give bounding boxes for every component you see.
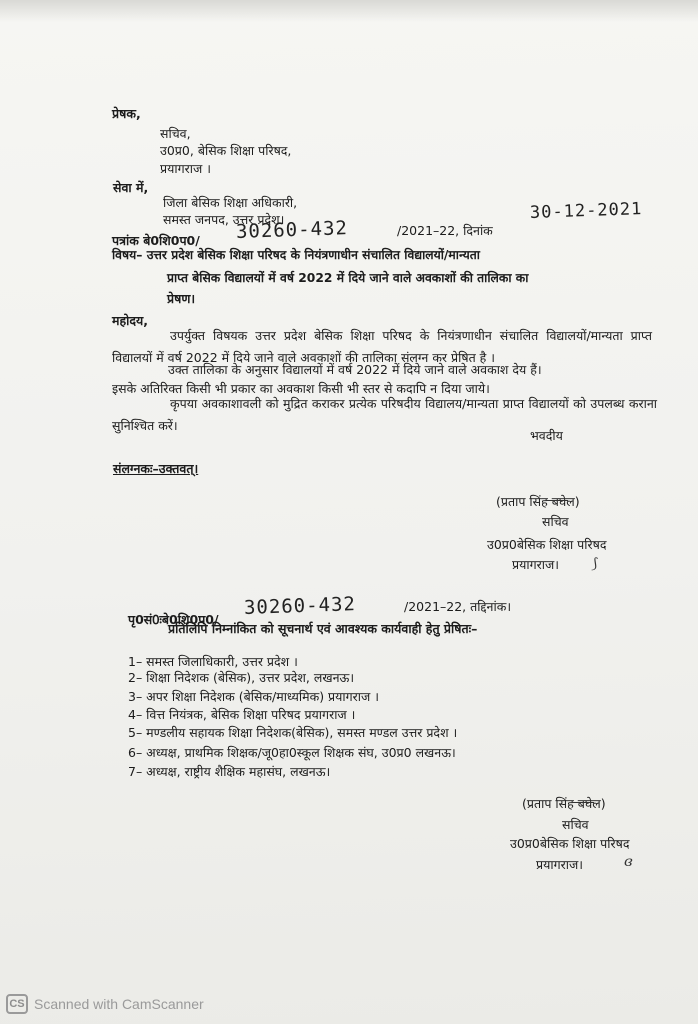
- enclosure-note: संलग्नकः–उक्तवत्।: [113, 461, 199, 476]
- subject-line-1: विषय– उत्तर प्रदेश बेसिक शिक्षा परिषद के नियंत्रणाधीन संचालित विद्यालयों/मान्यता: [112, 248, 480, 262]
- letter-ref-number: 30260-432: [235, 217, 349, 243]
- camscanner-text: Scanned with CamScanner: [34, 996, 204, 1012]
- recipient-line-2: समस्त जनपद, उत्तर प्रदेश।: [163, 212, 285, 227]
- sender-line-2: उ0प्र0, बेसिक शिक्षा परिषद,: [160, 143, 292, 158]
- copy-ref-number: 30260-432: [243, 593, 357, 619]
- copy-ref-suffix: /2021–22, तद्दिनांक।: [404, 599, 512, 614]
- copy-list-item: 6– अध्यक्ष, प्राथमिक शिक्षक/जू0हा0स्कूल शिक्षक संघ, उ0प्र0 लखनऊ।: [128, 745, 456, 760]
- signatory-org-2: उ0प्र0बेसिक शिक्षा परिषद: [510, 836, 630, 851]
- copy-list-item: 5– मण्डलीय सहायक शिक्षा निदेशक(बेसिक), समस्त मण्डल उत्तर प्रदेश ।: [128, 725, 458, 740]
- copy-list-item: 2– शिक्षा निदेशक (बेसिक), उत्तर प्रदेश, लखनऊ।: [128, 670, 355, 685]
- scanner-watermark: [6, 994, 204, 1014]
- initials-scribble-2: ɞ: [624, 854, 633, 870]
- copy-list-item: 7– अध्यक्ष, राष्ट्रीय शैक्षिक महासंघ, लखनऊ।: [128, 764, 331, 779]
- body-paragraph-1: उपर्युक्त विषयक उत्तर प्रदेश बेसिक शिक्षा परिषद के नियंत्रणाधीन संचालित विद्यालयों/मान्यता प्राप्त विद्यालयों में वर्ष 2022 में दिये जाने वाले अवकाशों की तालिका संलग्न कर प्रेषित है ।: [112, 328, 652, 365]
- body-paragraph-2a: उक्त तालिका के अनुसार विद्यालयों में वर्ष 2022 में दिये जाने वाले अवकाश देय हैं।: [168, 362, 542, 377]
- subject-line-2: प्राप्त बेसिक विद्यालयों में वर्ष 2022 में दिये जाने वाले अवकाशों की तालिका का: [167, 271, 529, 285]
- salutation: महोदय,: [112, 313, 148, 328]
- sender-line-3: प्रयागराज ।: [160, 161, 211, 176]
- sender-line-1: सचिव,: [160, 126, 191, 141]
- signatory-place-2: प्रयागराज।: [536, 857, 584, 872]
- copy-intro: प्रतिलिपि निम्नांकित को सूचनार्थ एवं आवश्यक कार्यवाही हेतु प्रेषितः–: [168, 621, 478, 636]
- recipient-label: सेवा में,: [113, 180, 149, 195]
- letter-ref-year: /2021–22, दिनांक: [397, 223, 493, 238]
- letter-ref-prefix: पत्रांक बे0शि0प0/: [112, 233, 200, 248]
- subject-line-3: प्रेषण।: [167, 291, 196, 306]
- camscanner-logo-icon: CS: [6, 994, 28, 1014]
- letter-date: 30-12-2021: [529, 199, 643, 223]
- initials-scribble: ⟆: [592, 556, 598, 572]
- signatory-name-2: (प्रताप सिंह बघेल): [522, 796, 606, 811]
- signatory-name: (प्रताप सिंह बघेल): [496, 494, 580, 509]
- copy-ref-prefix: पृ0सं0ःबे0शि0प0/: [128, 612, 219, 627]
- sender-label: प्रेषक,: [112, 106, 141, 121]
- signatory-title-2: सचिव: [562, 817, 589, 832]
- signature-stroke-2: [572, 802, 594, 803]
- scan-edge-shadow: [0, 0, 698, 22]
- recipient-line-1: जिला बेसिक शिक्षा अधिकारी,: [163, 195, 298, 210]
- copy-list-item: 3– अपर शिक्षा निदेशक (बेसिक/माध्यमिक) प्रयागराज ।: [128, 689, 380, 704]
- signature-stroke: [546, 500, 568, 501]
- signatory-org: उ0प्र0बेसिक शिक्षा परिषद: [487, 537, 607, 552]
- body-paragraph-3: कृपया अवकाशावली को मुद्रित कराकर प्रत्येक परिषदीय विद्यालय/मान्यता प्राप्त विद्यालयों को उपलब्ध कराना सुनिश्चित करें।: [112, 396, 657, 433]
- signatory-place: प्रयागराज।: [512, 557, 560, 572]
- signatory-title: सचिव: [542, 514, 569, 529]
- closing: भवदीय: [530, 428, 563, 443]
- copy-list-item: 4– वित्त नियंत्रक, बेसिक शिक्षा परिषद प्रयागराज ।: [128, 707, 356, 722]
- copy-list-item: 1– समस्त जिलाधिकारी, उत्तर प्रदेश ।: [128, 654, 298, 669]
- body-paragraph-2b: इसके अतिरिक्त किसी भी प्रकार का अवकाश किसी भी स्तर से कदापि न दिया जाये।: [112, 381, 490, 396]
